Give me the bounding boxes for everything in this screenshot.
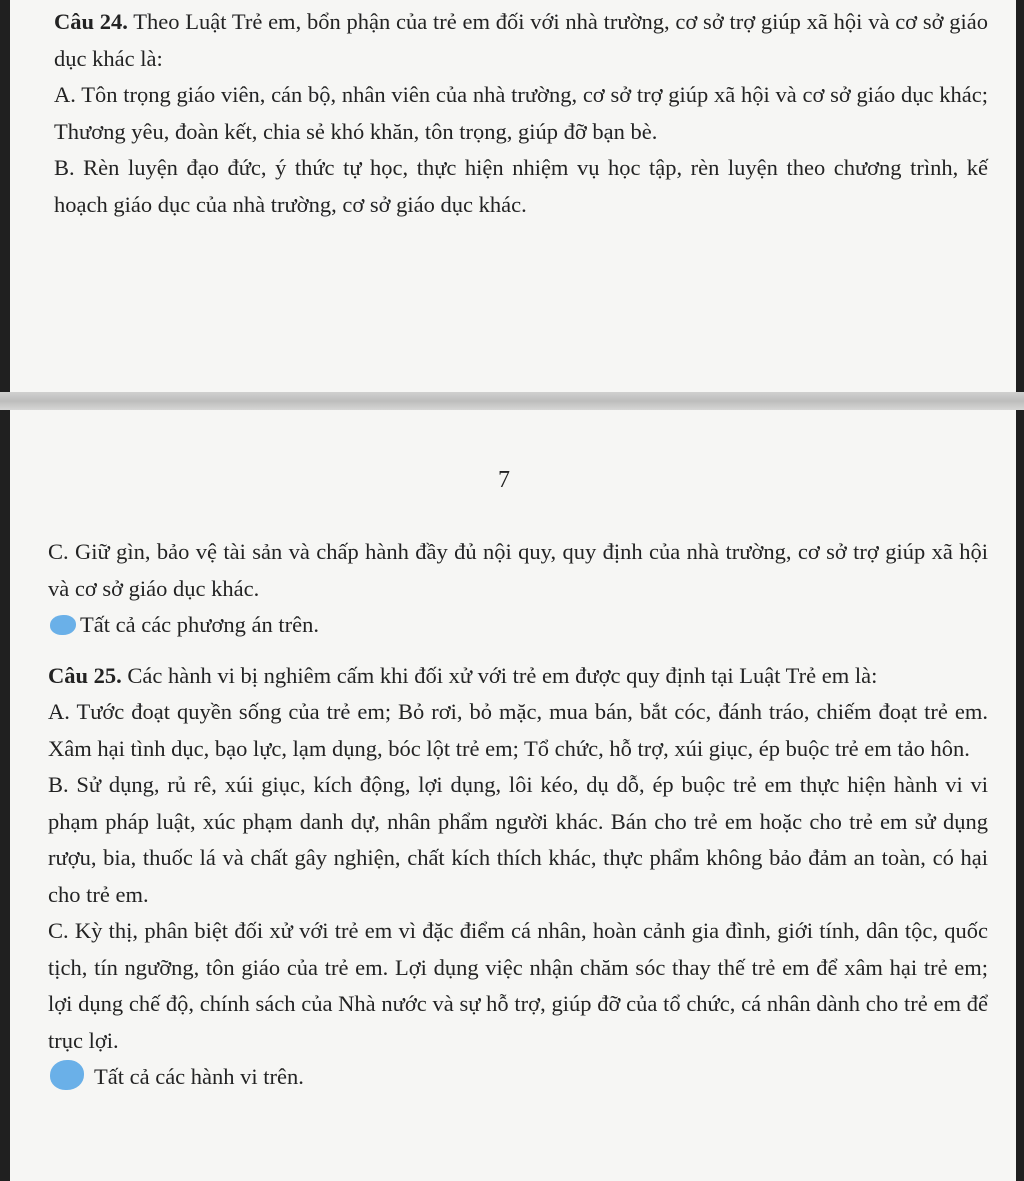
question-24-option-d [48, 607, 988, 644]
question-24-option-a: A. Tôn trọng giáo viên, cán bộ, nhân viên của nhà trường, cơ sở trợ giúp xã hội và cơ sở giáo dục khác; Thương yêu, đoàn kết, chia sẻ khó khăn, tôn trọng, giúp đỡ bạn bè. [54, 82, 988, 144]
answer-highlight-mark [50, 615, 76, 635]
question-25-option-b: B. Sử dụng, rủ rê, xúi giục, kích động, lợi dụng, lôi kéo, dụ dỗ, ép buộc trẻ em thực hiện hành vi vi phạm pháp luật, xúc phạm danh dự, nhân phẩm người khác. Bán cho trẻ em hoặc cho trẻ em sử dụng rượu, bia, thuốc lá và chất gây nghiện, chất kích thích khác, thực phẩm không bảo đảm an toàn, có hại cho trẻ em. [48, 772, 988, 907]
question-25-option-d [48, 1059, 988, 1096]
question-25-label: Câu 25. [48, 662, 122, 688]
page-top [0, 0, 1024, 392]
question-25-text: Các hành vi bị nghiêm cấm khi đối xử với trẻ em được quy định tại Luật Trẻ em là: [127, 662, 878, 688]
question-24-label: Câu 24. [54, 9, 128, 34]
question-25-option-d-text: Tất cả các hành vi trên. [94, 1064, 304, 1089]
page-separator [0, 392, 1024, 410]
question-25-option-c: C. Kỳ thị, phân biệt đối xử với trẻ em vì đặc điểm cá nhân, hoàn cảnh gia đình, giới tính, dân tộc, quốc tịch, tín ngưỡng, tôn giáo của trẻ em. Lợi dụng việc nhận chăm sóc thay thế trẻ em để xâm hại trẻ em; lợi dụng chế độ, chính sách của Nhà nước và sự hỗ trợ, giúp đỡ của tổ chức, cá nhân dành cho trẻ em để trục lợi. [48, 918, 988, 1053]
answer-highlight-mark [50, 1060, 84, 1090]
question-24-option-c: C. Giữ gìn, bảo vệ tài sản và chấp hành đầy đủ nội quy, quy định của nhà trường, cơ sở trợ giúp xã hội và cơ sở giáo dục khác. [48, 539, 988, 601]
page-number: 7 [498, 467, 510, 493]
question-24-text: Theo Luật Trẻ em, bổn phận của trẻ em đối với nhà trường, cơ sở trợ giúp xã hội và cơ sở giáo dục khác là: [54, 9, 989, 71]
question-24-stem [54, 4, 988, 77]
question-25-option-a: A. Tước đoạt quyền sống của trẻ em; Bỏ rơi, bỏ mặc, mua bán, bắt cóc, đánh tráo, chiếm đoạt trẻ em. Xâm hại tình dục, bạo lực, lạm dụng, bóc lột trẻ em; Tổ chức, hỗ trợ, xúi giục, ép buộc trẻ em tảo hôn. [48, 699, 988, 761]
question-24-option-d-text: Tất cả các phương án trên. [80, 612, 319, 637]
question-24-option-b: B. Rèn luyện đạo đức, ý thức tự học, thực hiện nhiệm vụ học tập, rèn luyện theo chương trình, kế hoạch giáo dục của nhà trường, cơ sở giáo dục khác. [54, 155, 988, 217]
question-25-stem [48, 658, 988, 695]
page-bottom [0, 410, 1024, 1181]
